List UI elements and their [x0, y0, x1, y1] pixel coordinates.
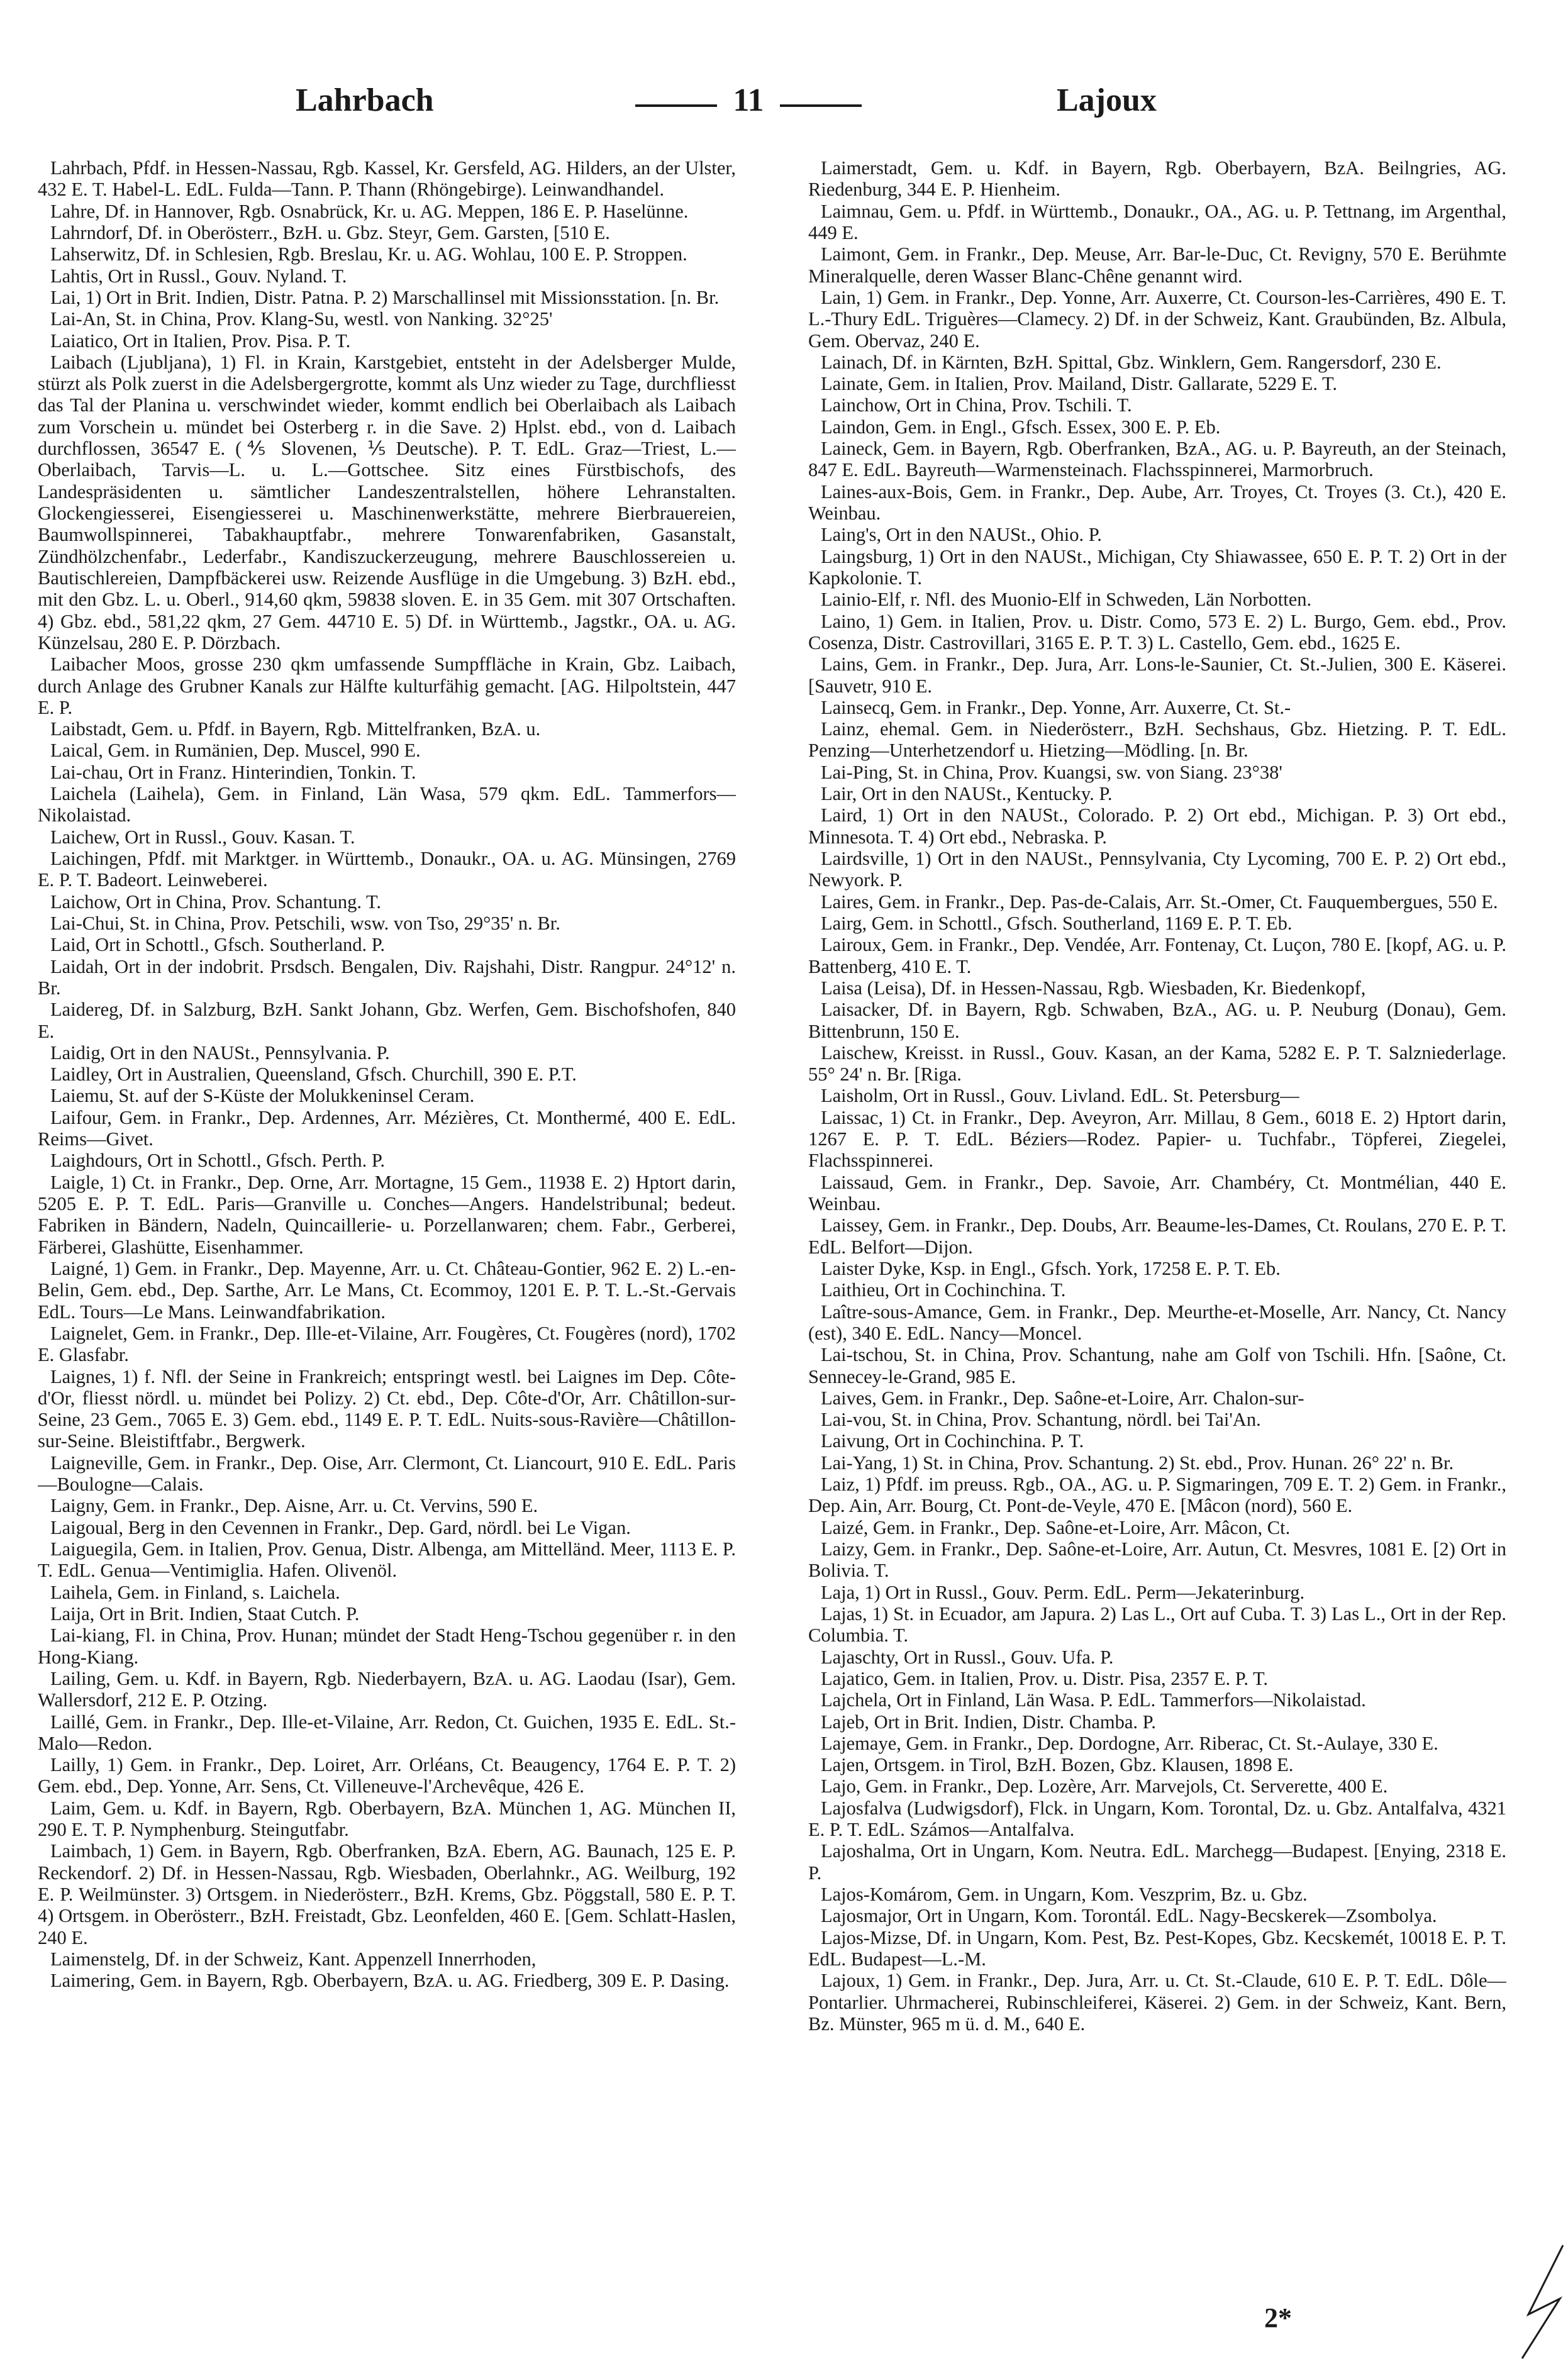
dictionary-entry: Laigoual, Berg in den Cevennen in Frankr., Dep. Gard, nördl. bei Le Vigan. — [50, 1516, 631, 1538]
dictionary-entry: Laizé, Gem. in Frankr., Dep. Saône-et-Loire, Arr. Mâcon, Ct. — [821, 1516, 1291, 1538]
dictionary-entry: Laisa (Leisa), Df. in Hessen-Nassau, Rgb. Wiesbaden, Kr. Biedenkopf, — [821, 977, 1366, 999]
dictionary-entry: Lair, Ort in den NAUSt., Kentucky. P. — [821, 783, 1113, 805]
dictionary-entry: Laître-sous-Amance, Gem. in Frankr., Dep. Meurthe-et-Moselle, Arr. Nancy, Ct. Nancy (est), 340 E. EdL. Nancy—Moncel. — [808, 1301, 1506, 1344]
dictionary-entry: Laillé, Gem. in Frankr., Dep. Ille-et-Vilaine, Arr. Redon, Ct. Guichen, 1935 E. EdL. St.-Malo—Redon. — [38, 1711, 736, 1754]
dictionary-entry: Lajatico, Gem. in Italien, Prov. u. Distr. Pisa, 2357 E. P. T. — [821, 1667, 1269, 1689]
dictionary-entry: Laissaud, Gem. in Frankr., Dep. Savoie, Arr. Chambéry, Ct. Montmélian, 440 E. Weinbau. — [808, 1171, 1506, 1214]
dictionary-entry: Laja, 1) Ort in Russl., Gouv. Perm. EdL. Perm—Jekaterinburg. — [821, 1581, 1305, 1603]
dictionary-entry: Laisholm, Ort in Russl., Gouv. Livland. EdL. St. Petersburg— — [821, 1085, 1299, 1107]
dictionary-entry: Laiz, 1) Pfdf. im preuss. Rgb., OA., AG. u. P. Sigmaringen, 709 E. T. 2) Gem. in Frankr., Dep. Ain, Arr. Bourg, Ct. Pont-de-Veyle, 470 E. [Mâcon (nord), 560 E. — [808, 1474, 1506, 1517]
dictionary-entry: Laim, Gem. u. Kdf. in Bayern, Rgb. Oberbayern, BzA. München 1, AG. München II, 290 E. T. P. Nymphenburg. Steingutfabr. — [38, 1797, 736, 1841]
dictionary-entry: Lajen, Ortsgem. in Tirol, BzH. Bozen, Gbz. Klausen, 1898 E. — [821, 1754, 1294, 1776]
dictionary-entry: Laihela, Gem. in Finland, s. Laichela. — [50, 1581, 340, 1603]
dictionary-entry: Laines-aux-Bois, Gem. in Frankr., Dep. Aube, Arr. Troyes, Ct. Troyes (3. Ct.), 420 E. Weinbau. — [808, 480, 1506, 524]
dictionary-entry: Laineck, Gem. in Bayern, Rgb. Oberfranken, BzA., AG. u. P. Bayreuth, an der Steinach, 847 E. EdL. Bayreuth—Warmensteinach. Flachsspinnerei, Marmorbruch. — [808, 438, 1506, 481]
dictionary-entry: Laigneville, Gem. in Frankr., Dep. Oise, Arr. Clermont, Ct. Liancourt, 910 E. EdL. Paris—Boulogne—Calais. — [38, 1452, 736, 1496]
right-column — [808, 157, 1506, 2314]
dictionary-entry: Laimnau, Gem. u. Pfdf. in Württemb., Donaukr., OA., AG. u. P. Tettnang, im Argenthal, 449 E. — [808, 200, 1506, 243]
dictionary-entry: Laindon, Gem. in Engl., Gfsch. Essex, 300 E. P. Eb. — [821, 416, 1221, 438]
dictionary-entry: Lai-Ping, St. in China, Prov. Kuangsi, sw. von Siang. 23°38' — [821, 761, 1282, 783]
dictionary-entry: Lainchow, Ort in China, Prov. Tschili. T. — [821, 394, 1132, 416]
header-left-catchword: Lahrbach — [296, 82, 434, 118]
dictionary-entry: Laidereg, Df. in Salzburg, BzH. Sankt Johann, Gbz. Werfen, Gem. Bischofshofen, 840 E. — [38, 999, 736, 1042]
dictionary-entry: Laibach (Ljubljana), 1) Fl. in Krain, Karstgebiet, entsteht in der Adelsberger Mulde, stürzt als Polk zuerst in die Adelsbergergrotte, kommt als Unz wieder zu Tage, durchfliesst das Tal der Planina u. verschwindet wieder, kommt endlich bei Oberlaibach als Laibach zum Vorschein u. mündet bei Osterberg r. in die Save. 2) Hplst. ebd., von d. Laibach durchflossen, 36547 E. (⅘ Slovenen, ⅕ Deutsche). P. T. EdL. Graz—Triest, L.—Oberlaibach, Tarvis—L. u. L.—Gottschee. Sitz eines Fürstbischofs, des Landespräsidenten u. sämtlicher Landeszentralstellen, höhere Lehranstalten. Glockengiesserei, Eisengiesserei u. Maschinenwerkstätte, mehrere Bierbrauereien, Baumwollspinnerei, Tabakhauptfabr., mehrere Tonwarenfabriken, Gasanstalt, Zündhölzchenfabr., Lederfabr., Kandiszuckerzeugung, mehrere Bauschlossereien u. Bautischlereien, Dampfbäckerei usw. Reizende Ausflüge in die Umgebung. 3) BzH. ebd., mit den Gbz. L. u. Oberl., 914,60 qkm, 59838 sloven. E. in 35 Gem. mit 307 Ortschaften. 4) Gbz. ebd., 581,22 qkm, 27 Gem. 44710 E. 5) Df. in Württemb., Jagstkr., OA. u. AG. Künzelsau, 280 E. P. Dörzbach. — [38, 351, 736, 653]
dictionary-entry: Laidley, Ort in Australien, Queensland, Gfsch. Churchill, 390 E. P.T. — [50, 1064, 577, 1086]
dictionary-entry: Laissey, Gem. in Frankr., Dep. Doubs, Arr. Beaume-les-Dames, Ct. Roulans, 270 E. P. T. EdL. Belfort—Dijon. — [808, 1214, 1506, 1258]
dictionary-entry: Laichew, Ort in Russl., Gouv. Kasan. T. — [50, 826, 355, 848]
dictionary-entry: Laithieu, Ort in Cochinchina. T. — [821, 1279, 1066, 1301]
dictionary-entry: Laija, Ort in Brit. Indien, Staat Cutch. P. — [50, 1602, 360, 1625]
dictionary-entry: Laimbach, 1) Gem. in Bayern, Rgb. Oberfranken, BzA. Ebern, AG. Baunach, 125 E. P. Reckendorf. 2) Df. in Hessen-Nassau, Rgb. Wiesbaden, Oberlahnkr., AG. Weilburg, 192 E. P. Weilmünster. 3) Ortsgem. in Niederösterr., BzH. Krems, Gbz. Pöggstall, 580 E. P. T. 4) Ortsgem. in Oberösterr., BzH. Freistadt, Gbz. Leonfelden, 460 E. [Gem. Schlatt-Haslen, 240 E. — [38, 1840, 736, 1948]
dictionary-entry: Laimerstadt, Gem. u. Kdf. in Bayern, Rgb. Oberbayern, BzA. Beilngries, AG. Riedenburg, 344 E. P. Hienheim. — [808, 157, 1506, 201]
dictionary-entry: Lajchela, Ort in Finland, Län Wasa. P. EdL. Tammerfors—Nikolaistad. — [821, 1689, 1366, 1711]
dictionary-entry: Laidig, Ort in den NAUSt., Pennsylvania. P. — [50, 1041, 390, 1064]
dictionary-entry: Lajemaye, Gem. in Frankr., Dep. Dordogne, Arr. Riberac, Ct. St.-Aulaye, 330 E. — [821, 1732, 1438, 1754]
dictionary-entry: Lajoux, 1) Gem. in Frankr., Dep. Jura, Arr. u. Ct. St.-Claude, 610 E. P. T. EdL. Dôle—Pontarlier. Uhrmacherei, Rubinschleiferei, Käserei. 2) Gem. in der Schweiz, Kant. Bern, Bz. Münster, 965 m ü. d. M., 640 E. — [808, 1970, 1506, 2035]
dictionary-entry: Lain, 1) Gem. in Frankr., Dep. Yonne, Arr. Auxerre, Ct. Courson-les-Carrières, 490 E. T. L.-Thury EdL. Triguères—Clamecy. 2) Df. in der Schweiz, Kant. Graubünden, Bz. Albula, Gem. Obervaz, 240 E. — [808, 286, 1506, 352]
dictionary-entry: Lajosmajor, Ort in Ungarn, Kom. Torontál. EdL. Nagy-Becskerek—Zsombolya. — [821, 1905, 1437, 1927]
dictionary-entry: Lairoux, Gem. in Frankr., Dep. Vendée, Arr. Fontenay, Ct. Luçon, 780 E. [kopf, AG. u. P. Battenberg, 410 E. T. — [808, 934, 1506, 977]
dictionary-entry: Laignelet, Gem. in Frankr., Dep. Ille-et-Vilaine, Arr. Fougères, Ct. Fougères (nord), 1702 E. Glasfabr. — [38, 1322, 736, 1366]
dictionary-entry: Laichow, Ort in China, Prov. Schantung. T. — [50, 891, 382, 913]
signature-mark: 2* — [1264, 2302, 1292, 2333]
dictionary-entry: Laidah, Ort in der indobrit. Prsdsch. Bengalen, Div. Rajshahi, Distr. Rangpur. 24°12' n. Br. — [38, 955, 736, 999]
dictionary-entry: Laichela (Laihela), Gem. in Finland, Län Wasa, 579 qkm. EdL. Tammerfors—Nikolaistad. — [38, 783, 736, 826]
dictionary-entry: Laimenstelg, Df. in der Schweiz, Kant. Appenzell Innerrhoden, — [50, 1948, 537, 1970]
dictionary-entry: Lainach, Df. in Kärnten, BzH. Spittal, Gbz. Winklern, Gem. Rangersdorf, 230 E. — [821, 351, 1442, 373]
dictionary-entry: Laisacker, Df. in Bayern, Rgb. Schwaben, BzA., AG. u. P. Neuburg (Donau), Gem. Bittenbrunn, 150 E. — [808, 999, 1506, 1042]
dictionary-entry: Lai-chau, Ort in Franz. Hinterindien, Tonkin. T. — [50, 761, 416, 783]
dictionary-entry: Lai-vou, St. in China, Prov. Schantung, nördl. bei Tai'An. — [821, 1409, 1261, 1431]
dictionary-entry: Lainsecq, Gem. in Frankr., Dep. Yonne, Arr. Auxerre, Ct. St.- — [821, 696, 1291, 718]
dictionary-entry: Laischew, Kreisst. in Russl., Gouv. Kasan, an der Kama, 5282 E. P. T. Salzniederlage. 55° 24' n. Br. [Riga. — [808, 1041, 1506, 1086]
dictionary-entry: Laibstadt, Gem. u. Pfdf. in Bayern, Rgb. Mittelfranken, BzA. u. — [50, 718, 541, 740]
dictionary-entry: Lai-Yang, 1) St. in China, Prov. Schantung. 2) St. ebd., Prov. Hunan. 26° 22' n. Br. — [821, 1452, 1454, 1474]
dictionary-entry: Lajosfalva (Ludwigsdorf), Flck. in Ungarn, Kom. Torontal, Dz. u. Gbz. Antalfalva, 4321 E. P. T. EdL. Számos—Antalfalva. — [808, 1797, 1506, 1841]
dictionary-entry: Laimering, Gem. in Bayern, Rgb. Oberbayern, BzA. u. AG. Friedberg, 309 E. P. Dasing. — [50, 1970, 730, 1992]
dictionary-entry: Laifour, Gem. in Frankr., Dep. Ardennes, Arr. Mézières, Ct. Monthermé, 400 E. EdL. Reims—Givet. — [38, 1106, 736, 1150]
dictionary-entry: Laiatico, Ort in Italien, Prov. Pisa. P. T. — [50, 330, 351, 352]
dictionary-entry: Lainate, Gem. in Italien, Prov. Mailand, Distr. Gallarate, 5229 E. T. — [821, 373, 1338, 395]
dictionary-entry: Lailing, Gem. u. Kdf. in Bayern, Rgb. Niederbayern, BzA. u. AG. Laodau (Isar), Gem. Wallersdorf, 212 E. P. Otzing. — [38, 1667, 736, 1711]
dictionary-entry: Laiguegila, Gem. in Italien, Prov. Genua, Distr. Albenga, am Mittelländ. Meer, 1113 E. P. T. EdL. Genua—Ventimiglia. Hafen. Olivenöl. — [38, 1538, 736, 1582]
dictionary-entry: Laizy, Gem. in Frankr., Dep. Saône-et-Loire, Arr. Autun, Ct. Mesvres, 1081 E. [2) Ort in Bolivia. T. — [808, 1538, 1506, 1582]
dictionary-entry: Lai-Chui, St. in China, Prov. Petschili, wsw. von Tso, 29°35' n. Br. — [50, 912, 560, 934]
dictionary-entry: Laigle, 1) Ct. in Frankr., Dep. Orne, Arr. Mortagne, 15 Gem., 11938 E. 2) Hptort darin, 5205 E. P. T. EdL. Paris—Granville u. Conches—Angers. Handelstribunal; bedeut. Fabriken in Bändern, Nadeln, Quincaillerie- u. Porzellanwaren; chem. Fabr., Gerberei, Färberei, Glashütte, Eisenhammer. — [38, 1171, 736, 1258]
dictionary-entry: Laires, Gem. in Frankr., Dep. Pas-de-Calais, Arr. St.-Omer, Ct. Fauquembergues, 550 E. — [821, 891, 1498, 913]
dictionary-entry: Lains, Gem. in Frankr., Dep. Jura, Arr. Lons-le-Saunier, Ct. St.-Julien, 300 E. Käserei. [Sauvetr, 910 E. — [808, 653, 1506, 697]
dictionary-entry: Laighdours, Ort in Schottl., Gfsch. Perth. P. — [50, 1150, 386, 1172]
dictionary-entry: Laivung, Ort in Cochinchina. P. T. — [821, 1430, 1084, 1452]
dictionary-entry: Laird, 1) Ort in den NAUSt., Colorado. P. 2) Ort ebd., Michigan. P. 3) Ort ebd., Minnesota. T. 4) Ort ebd., Nebraska. P. — [808, 804, 1506, 848]
dictionary-entry: Laichingen, Pfdf. mit Marktger. in Württemb., Donaukr., OA. u. AG. Münsingen, 2769 E. P. T. Badeort. Leinweberei. — [38, 848, 736, 891]
dictionary-entry: Laiemu, St. auf der S-Küste der Molukkeninsel Ceram. — [50, 1085, 475, 1107]
dictionary-entry: Laissac, 1) Ct. in Frankr., Dep. Aveyron, Arr. Millau, 8 Gem., 6018 E. 2) Hptort darin, 1267 E. P. T. EdL. Béziers—Rodez. Papier- u. Tuchfabr., Töpferei, Ziegelei, Flachsspinnerei. — [808, 1106, 1506, 1172]
dictionary-entry: Lajaschty, Ort in Russl., Gouv. Ufa. P. — [821, 1646, 1114, 1668]
dictionary-entry: Laimont, Gem. in Frankr., Dep. Meuse, Arr. Bar-le-Duc, Ct. Revigny, 570 E. Berühmte Mineralquelle, deren Wasser Blanc-Chêne genannt wird. — [808, 243, 1506, 287]
dictionary-entry: Laical, Gem. in Rumänien, Dep. Muscel, 990 E. — [50, 740, 421, 762]
dictionary-entry: Lai-kiang, Fl. in China, Prov. Hunan; mündet der Stadt Heng-Tschou gegenüber r. in den Hong-Kiang. — [38, 1625, 736, 1668]
dictionary-entry: Lainz, ehemal. Gem. in Niederösterr., BzH. Sechshaus, Gbz. Hietzing. P. T. EdL. Penzing—Unterhetzendorf u. Hietzing—Mödling. [n. Br. — [808, 718, 1506, 762]
header-rule-right — [780, 104, 862, 107]
dictionary-entry: Laister Dyke, Ksp. in Engl., Gfsch. York, 17258 E. P. T. Eb. — [821, 1257, 1281, 1279]
dictionary-entry: Lairg, Gem. in Schottl., Gfsch. Southerland, 1169 E. P. T. Eb. — [821, 912, 1293, 934]
dictionary-entry: Lahrbach, Pfdf. in Hessen-Nassau, Rgb. Kassel, Kr. Gersfeld, AG. Hilders, an der Ulster, 432 E. T. Habel-L. EdL. Fulda—Tann. P. Thann (Rhöngebirge). Leinwandhandel. — [38, 157, 736, 201]
dictionary-entry: Lahre, Df. in Hannover, Rgb. Osnabrück, Kr. u. AG. Meppen, 186 E. P. Haselünne. — [50, 200, 689, 222]
dictionary-entry: Lajos-Komárom, Gem. in Ungarn, Kom. Veszprim, Bz. u. Gbz. — [821, 1884, 1308, 1905]
dictionary-entry: Lai-tschou, St. in China, Prov. Schantung, nahe am Golf von Tschili. Hfn. [Saône, Ct. Sennecey-le-Grand, 985 E. — [808, 1344, 1506, 1387]
dictionary-entry: Lajeb, Ort in Brit. Indien, Distr. Chamba. P. — [821, 1711, 1156, 1733]
dictionary-entry: Lahserwitz, Df. in Schlesien, Rgb. Breslau, Kr. u. AG. Wohlau, 100 E. P. Stroppen. — [50, 243, 687, 265]
dictionary-entry: Laingsburg, 1) Ort in den NAUSt., Michigan, Cty Shiawassee, 650 E. P. T. 2) Ort in der Kapkolonie. T. — [808, 545, 1506, 589]
dictionary-entry: Lai-An, St. in China, Prov. Klang-Su, westl. von Nanking. 32°25' — [50, 308, 553, 330]
left-column — [38, 157, 736, 2314]
dictionary-entry: Lajo, Gem. in Frankr., Dep. Lozère, Arr. Marvejols, Ct. Serverette, 400 E. — [821, 1775, 1388, 1797]
dictionary-entry: Lajos-Mizse, Df. in Ungarn, Kom. Pest, Bz. Pest-Kopes, Gbz. Kecskemét, 10018 E. P. T. EdL. Budapest—L.-M. — [808, 1926, 1506, 1970]
margin-scribble-icon — [1503, 2239, 1566, 2365]
dictionary-entry: Lajoshalma, Ort in Ungarn, Kom. Neutra. EdL. Marchegg—Budapest. [Enying, 2318 E. P. — [808, 1840, 1506, 1884]
dictionary-entry: Laino, 1) Gem. in Italien, Prov. u. Distr. Como, 573 E. 2) L. Burgo, Gem. ebd., Prov. Cosenza, Distr. Castrovillari, 3165 E. P. T. 3) L. Castello, Gem. ebd., 1625 E. — [808, 610, 1506, 653]
header-right-catchword: Lajoux — [1057, 82, 1157, 118]
dictionary-entry: Lainio-Elf, r. Nfl. des Muonio-Elf in Schweden, Län Norbotten. — [821, 589, 1312, 611]
dictionary-entry: Laid, Ort in Schottl., Gfsch. Southerland. P. — [50, 934, 386, 956]
dictionary-entry: Lai, 1) Ort in Brit. Indien, Distr. Patna. P. 2) Marschallinsel mit Missionsstation. [n. Br. — [50, 286, 720, 308]
dictionary-entry: Lahrndorf, Df. in Oberösterr., BzH. u. Gbz. Steyr, Gem. Garsten, [510 E. — [50, 221, 610, 243]
dictionary-entry: Lajas, 1) St. in Ecuador, am Japura. 2) Las L., Ort auf Cuba. T. 3) Las L., Ort in der Rep. Columbia. T. — [808, 1602, 1506, 1647]
dictionary-entry: Lairdsville, 1) Ort in den NAUSt., Pennsylvania, Cty Lycoming, 700 E. P. 2) Ort ebd., Newyork. P. — [808, 848, 1506, 891]
page-number: 11 — [733, 82, 764, 118]
dictionary-entry: Lahtis, Ort in Russl., Gouv. Nyland. T. — [50, 265, 347, 287]
dictionary-entry: Laing's, Ort in den NAUSt., Ohio. P. — [821, 524, 1102, 546]
dictionary-entry: Laives, Gem. in Frankr., Dep. Saône-et-Loire, Arr. Chalon-sur- — [821, 1387, 1304, 1409]
dictionary-entry: Laignes, 1) f. Nfl. der Seine in Frankreich; entspringt westl. bei Laignes im Dep. Côte-d'Or, fliesst nördl. u. mündet bei Polizy. 2) Ct. ebd., Dep. Côte-d'Or, Arr. Châtillon-sur-Seine, 23 Gem., 7065 E. 3) Gem. ebd., 1149 E. P. T. EdL. Nuits-sous-Ravière—Châtillon-sur-Seine. Bleistiftfabr., Bergwerk. — [38, 1365, 736, 1452]
running-header — [0, 82, 1568, 145]
dictionary-entry: Laibacher Moos, grosse 230 qkm umfassende Sumpffläche in Krain, Gbz. Laibach, durch Anlage des Grubner Kanals zur Hälfte kulturfähig gemacht. [AG. Hilpoltstein, 447 E. P. — [38, 653, 736, 718]
dictionary-entry: Laigné, 1) Gem. in Frankr., Dep. Mayenne, Arr. u. Ct. Château-Gontier, 962 E. 2) L.-en-Belin, Gem. ebd., Dep. Sarthe, Arr. Le Mans, Ct. Ecommoy, 1201 E. P. T. L.-St.-Gervais EdL. Tours—Le Mans. Leinwandfabrikation. — [38, 1257, 736, 1323]
dictionary-entry: Laigny, Gem. in Frankr., Dep. Aisne, Arr. u. Ct. Vervins, 590 E. — [50, 1495, 538, 1517]
dictionary-entry: Lailly, 1) Gem. in Frankr., Dep. Loiret, Arr. Orléans, Ct. Beaugency, 1764 E. P. T. 2) Gem. ebd., Dep. Yonne, Arr. Sens, Ct. Villeneuve-l'Archevêque, 426 E. — [38, 1754, 736, 1797]
